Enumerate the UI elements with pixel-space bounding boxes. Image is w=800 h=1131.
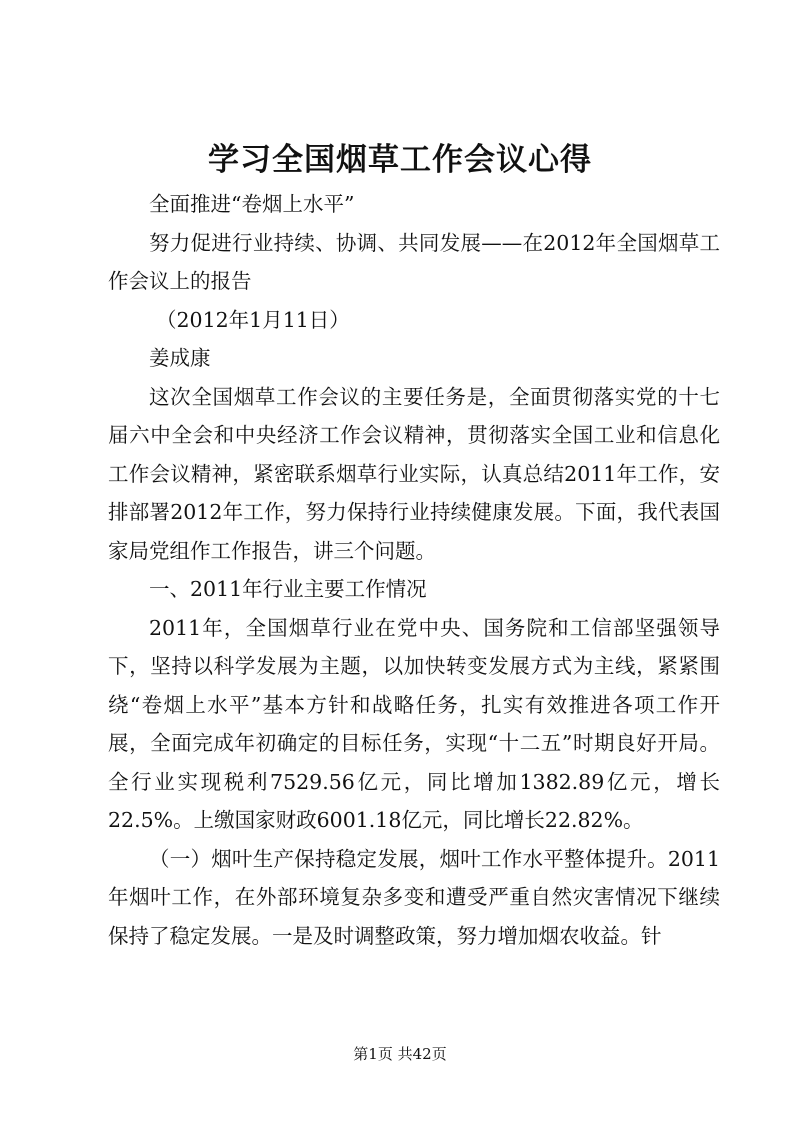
paragraph-report-title: 努力促进行业持续、协调、共同发展——在2012年全国烟草工作会议上的报告: [108, 230, 720, 293]
paragraph-intro: 这次全国烟草工作会议的主要任务是，全面贯彻落实党的十七届六中全会和中央经济工作会议精神，贯彻落实全国工业和信息化工作会议精神，紧密联系烟草行业实际，认真总结2011年工作，安排部署2012年工作，努力保持行业持续健康发展。下面，我代表国家局党组作工作报告，讲三个问题。: [108, 384, 720, 563]
paragraph-subtitle: 全面推进“卷烟上水平”: [149, 192, 355, 216]
section-heading-1: 一、2011年行业主要工作情况: [149, 577, 427, 601]
paragraph-tobacco-leaf: （一）烟叶生产保持稳定发展，烟叶工作水平整体提升。2011年烟叶工作，在外部环境复杂多变和遭受严重自然灾害情况下继续保持了稳定发展。一是及时调整政策，努力增加烟农收益。针: [108, 846, 720, 948]
document-title: 学习全国烟草工作会议心得: [208, 142, 592, 178]
document-body: [108, 185, 720, 955]
paragraph-2011-summary: 2011年，全国烟草行业在党中央、国务院和工信部坚强领导下，坚持以科学发展为主题，以加快转变发展方式为主线，紧紧围绕“卷烟上水平”基本方针和战略任务，扎实有效推进各项工作开展，全面完成年初确定的目标任务，实现“十二五”时期良好开局。全行业实现税利7529.56亿元，同比增加1382.89亿元，增长22.5%。上缴国家财政6001.18亿元，同比增长22.82%。: [108, 615, 720, 832]
page-number-footer: 第1页 共42页: [353, 1045, 447, 1063]
paragraph-author: 姜成康: [149, 346, 211, 370]
paragraph-date: （2012年1月11日）: [156, 307, 350, 332]
